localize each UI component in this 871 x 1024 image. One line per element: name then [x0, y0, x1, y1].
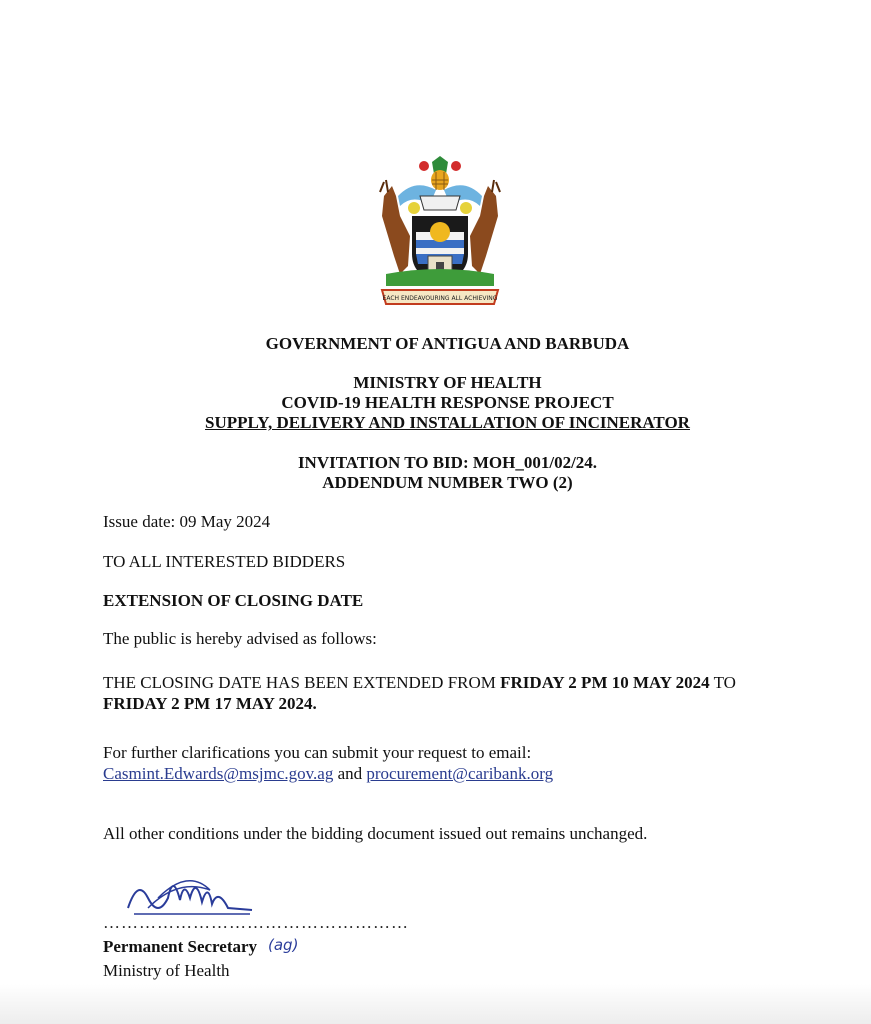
and-word: and: [333, 764, 367, 783]
extension-heading: EXTENSION OF CLOSING DATE: [103, 591, 364, 610]
government-heading: [12, 334, 871, 354]
addressee: TO ALL INTERESTED BIDDERS: [103, 552, 346, 571]
signatory-organisation: Ministry of Health: [103, 961, 230, 980]
email-link-casmint[interactable]: Casmint.Edwards@msjmc.gov.ag: [103, 764, 334, 783]
project-heading: [12, 373, 871, 433]
invitation-reference: INVITATION TO BID: MOH_001/02/24.: [297, 453, 598, 472]
addendum-number: ADDENDUM NUMBER TWO (2): [322, 473, 573, 492]
invitation-heading: [12, 453, 871, 493]
subject-title: SUPPLY, DELIVERY AND INSTALLATION OF INCINERATOR: [205, 413, 690, 432]
clarification-paragraph: [103, 742, 553, 784]
signatory-title: Permanent Secretary: [103, 937, 258, 956]
page-bottom-shadow: [0, 984, 871, 1024]
closing-to-date: FRIDAY 2 PM 17 MAY 2024.: [103, 694, 317, 713]
public-notice: The public is hereby advised as follows:: [103, 629, 377, 648]
project-title: COVID-19 HEALTH RESPONSE PROJECT: [281, 393, 614, 412]
government-title: GOVERNMENT OF ANTIGUA AND BARBUDA: [265, 334, 630, 353]
closing-from-date: FRIDAY 2 PM 10 MAY 2024: [500, 673, 710, 692]
other-conditions: All other conditions under the bidding document issued out remains unchanged.: [103, 824, 648, 843]
closing-to-word: TO: [709, 673, 736, 692]
signatory-initials: (ag): [268, 936, 299, 954]
signature-line: ……………………………………………: [103, 913, 409, 932]
crest-motto: EACH ENDEAVOURING ALL ACHIEVING: [382, 295, 498, 302]
clarification-intro: For further clarifications you can submit your request to email:: [103, 743, 532, 762]
coat-of-arms-emblem: [370, 156, 510, 312]
closing-prefix: THE CLOSING DATE HAS BEEN EXTENDED FROM: [103, 673, 501, 692]
ministry-title: MINISTRY OF HEALTH: [353, 373, 542, 392]
email-link-procurement[interactable]: procurement@caribank.org: [366, 764, 554, 783]
issue-date: Issue date: 09 May 2024: [103, 512, 271, 531]
closing-date-paragraph: [103, 672, 736, 714]
